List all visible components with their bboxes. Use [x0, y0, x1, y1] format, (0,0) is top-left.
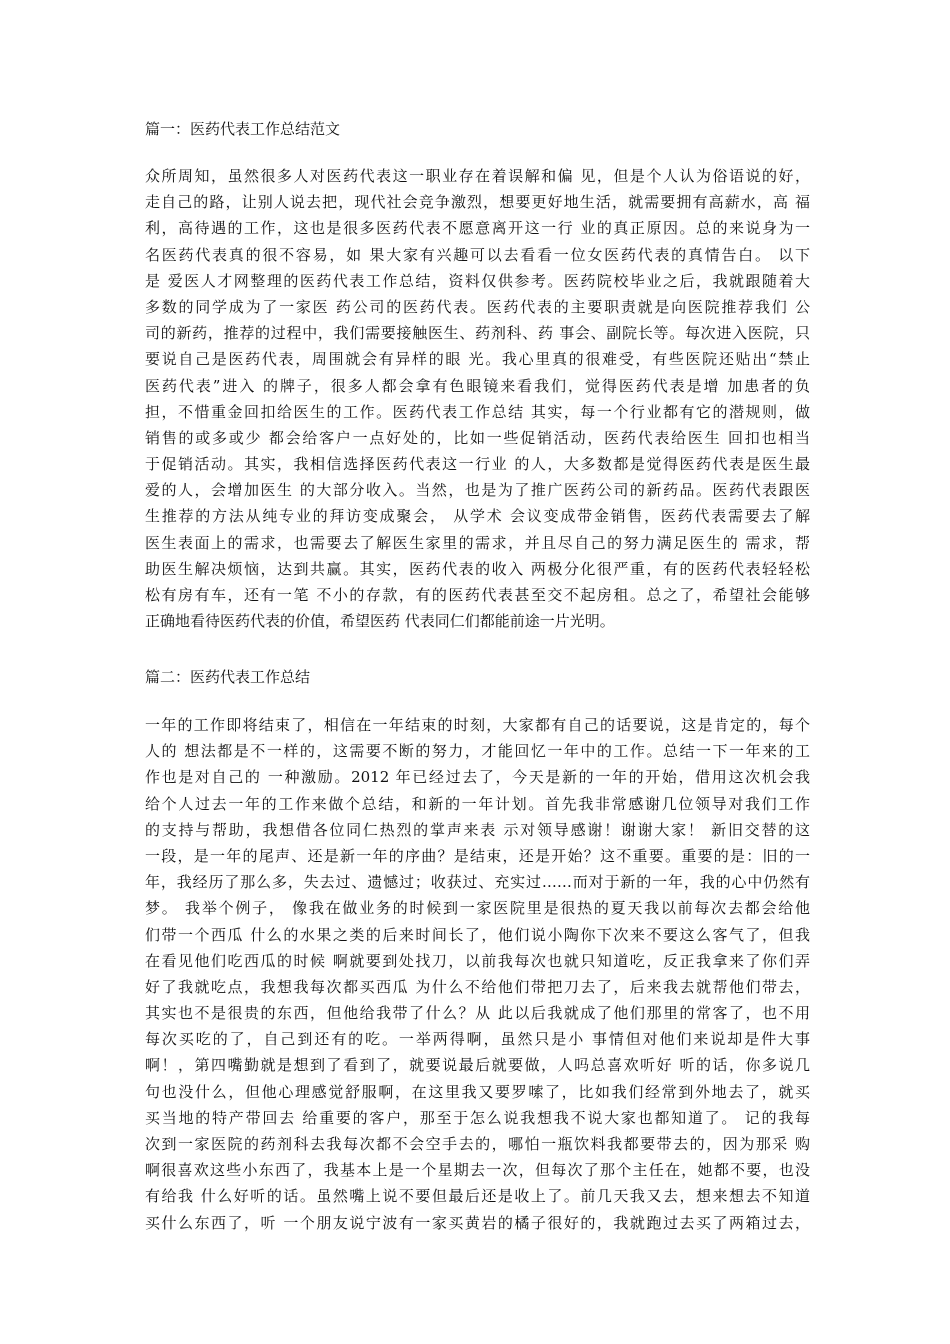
text-line: 众所周知，虽然很多人对医药代表这一职业存在着误解和偏 见，但是个人认为俗语说的好，	[145, 167, 810, 185]
text-line: 买什么东西了，听 一个朋友说宁波有一家买黄岩的橘子很好的，我就跑过去买了两箱过去，	[145, 1213, 810, 1232]
section-1-paragraph	[145, 163, 810, 634]
text-line: 们带一个西瓜 什么的水果之类的后来时间长了，他们说小陶你下次来不要这么客气了，但我	[145, 925, 810, 944]
text-line: 给个人过去一年的工作来做个总结，和新的一年计划。首先我非常感谢几位领导对我们工作	[145, 794, 810, 813]
text-line: 人的 想法都是不一样的，这需要不断的努力，才能回忆一年中的工作。总结一下一年来的工	[145, 742, 810, 761]
text-line: 多数的同学成为了一家医 药公司的医药代表。医药代表的主要职责就是向医院推荐我们 公	[145, 297, 810, 316]
text-line: 每次买吃的了，自己到还有的吃。一举两得啊，虽然只是小 事情但对他们来说却是件大事	[145, 1030, 810, 1049]
text-line: 梦。 我举个例子， 像我在做业务的时候到一家医院里是很热的夏天我以前每次去都会给他	[145, 899, 810, 918]
text-line: 要说自己是医药代表，周围就会有异样的眼 光。我心里真的很难受，有些医院还贴出“禁止	[145, 350, 810, 369]
text-line: 医生表面上的需求，也需要去了解医生家里的需求，并且尽自己的努力满足医生的 需求，帮	[145, 533, 810, 552]
text-line: 一年的工作即将结束了，相信在一年结束的时刻，大家都有自己的话要说，这是肯定的，每个	[145, 716, 810, 734]
text-line: 买当地的特产带回去 给重要的客户，那至于怎么说我想我不说大家也都知道了。 记的我每	[145, 1108, 810, 1127]
text-line: 爱的人，会增加医生 的大部分收入。当然，也是为了推广医药公司的新药品。医药代表跟医	[145, 481, 810, 500]
text-line: 走自己的路，让别人说去把，现代社会竞争激烈，想要更好地生活，就需要拥有高薪水，高 福	[145, 193, 810, 212]
text-line: 助医生解决烦恼，达到共赢。其实，医药代表的收入 两极分化很严重，有的医药代表轻轻松	[145, 559, 810, 578]
text-line: 有给我 什么好听的话。虽然嘴上说不要但最后还是收上了。前几天我又去，想来想去不知道	[145, 1187, 810, 1206]
text-line: 名医药代表真的很不容易，如 果大家有兴趣可以去看看一位女医药代表的真情告白。 以下	[145, 245, 810, 264]
text-line: 啊很喜欢这些小东西了，我基本上是一个星期去一次，但每次了那个主任在，她都不要，也没	[145, 1161, 810, 1180]
text-line: 的支持与帮助，我想借各位同仁热烈的掌声来表 示对领导感谢！谢谢大家！ 新旧交替的这	[145, 820, 810, 839]
text-line: 松有房有车，还有一笔 不小的存款，有的医药代表甚至交不起房租。总之了，希望社会能够	[145, 586, 810, 604]
text-line: 是 爱医人才网整理的医药代表工作总结，资料仅供参考。医药院校毕业之后，我就跟随着大	[145, 271, 810, 290]
text-line: 其实也不是很贵的东西，但他给我带了什么？从 此以后我就成了他们那里的常客了，也不用	[145, 1004, 810, 1023]
text-line: 作也是对自己的 一种激励。2012 年已经过去了，今天是新的一年的开始，借用这次机会我	[145, 768, 810, 787]
text-line: 担，不惜重金回扣给医生的工作。医药代表工作总结 其实，每一个行业都有它的潜规则，做	[145, 402, 810, 421]
text-line: 销售的或多或少 都会给客户一点好处的，比如一些促销活动，医药代表给医生 回扣也相当	[145, 428, 810, 447]
text-line: 句也没什么，但他心理感觉舒服啊，在这里我又要罗嗦了，比如我们经常到外地去了，就买	[145, 1082, 810, 1101]
text-line: 啊！，第四嘴勤就是想到了看到了，就要说最后就要做，人吗总喜欢听好 听的话，你多说几	[145, 1056, 810, 1075]
text-line: 正确地看待医药代表的价值，希望医药 代表同仁们都能前途一片光明。	[145, 612, 615, 631]
text-line: 利，高待遇的工作，这也是很多医药代表不愿意离开这一行 业的真正原因。总的来说身为一	[145, 219, 810, 238]
text-line: 在看见他们吃西瓜的时候 啊就要到处找刀，以前我每次也就只知道吃，反正我拿来了你们弄	[145, 951, 810, 970]
text-line: 年，我经历了那么多，失去过、遗憾过；收获过、充实过……而对于新的一年，我的心中仍然有	[145, 873, 810, 892]
text-line: 生推荐的方法从纯专业的拜访变成聚会， 从学术 会议变成带金销售，医药代表需要去了解	[145, 507, 810, 526]
text-line: 医药代表”进入 的牌子，很多人都会拿有色眼镜来看我们，觉得医药代表是增 加患者的负	[145, 376, 810, 395]
text-line: 于促销活动。其实，我相信选择医药代表这一行业 的人，大多数都是觉得医药代表是医生最	[145, 455, 810, 474]
text-line: 次到一家医院的药剂科去我每次都不会空手去的，哪怕一瓶饮料我都要带去的，因为那采 购	[145, 1135, 810, 1153]
section-1-title: 篇一：医药代表工作总结范文	[145, 120, 341, 138]
text-line: 一段，是一年的尾声、还是新一年的序曲？是结束，还是开始？这不重要。重要的是：旧的一	[145, 846, 810, 865]
section-2-title: 篇二：医药代表工作总结	[145, 668, 311, 686]
section-2-paragraph	[145, 712, 810, 1236]
text-line: 好了我就吃点，我想我每次都买西瓜 为什么不给他们带把刀去了，后来我去就帮他们带去，	[145, 977, 810, 996]
text-line: 司的新药，推荐的过程中，我们需要接触医生、药剂科、药 事会、副院长等。每次进入医院，只	[145, 324, 810, 343]
